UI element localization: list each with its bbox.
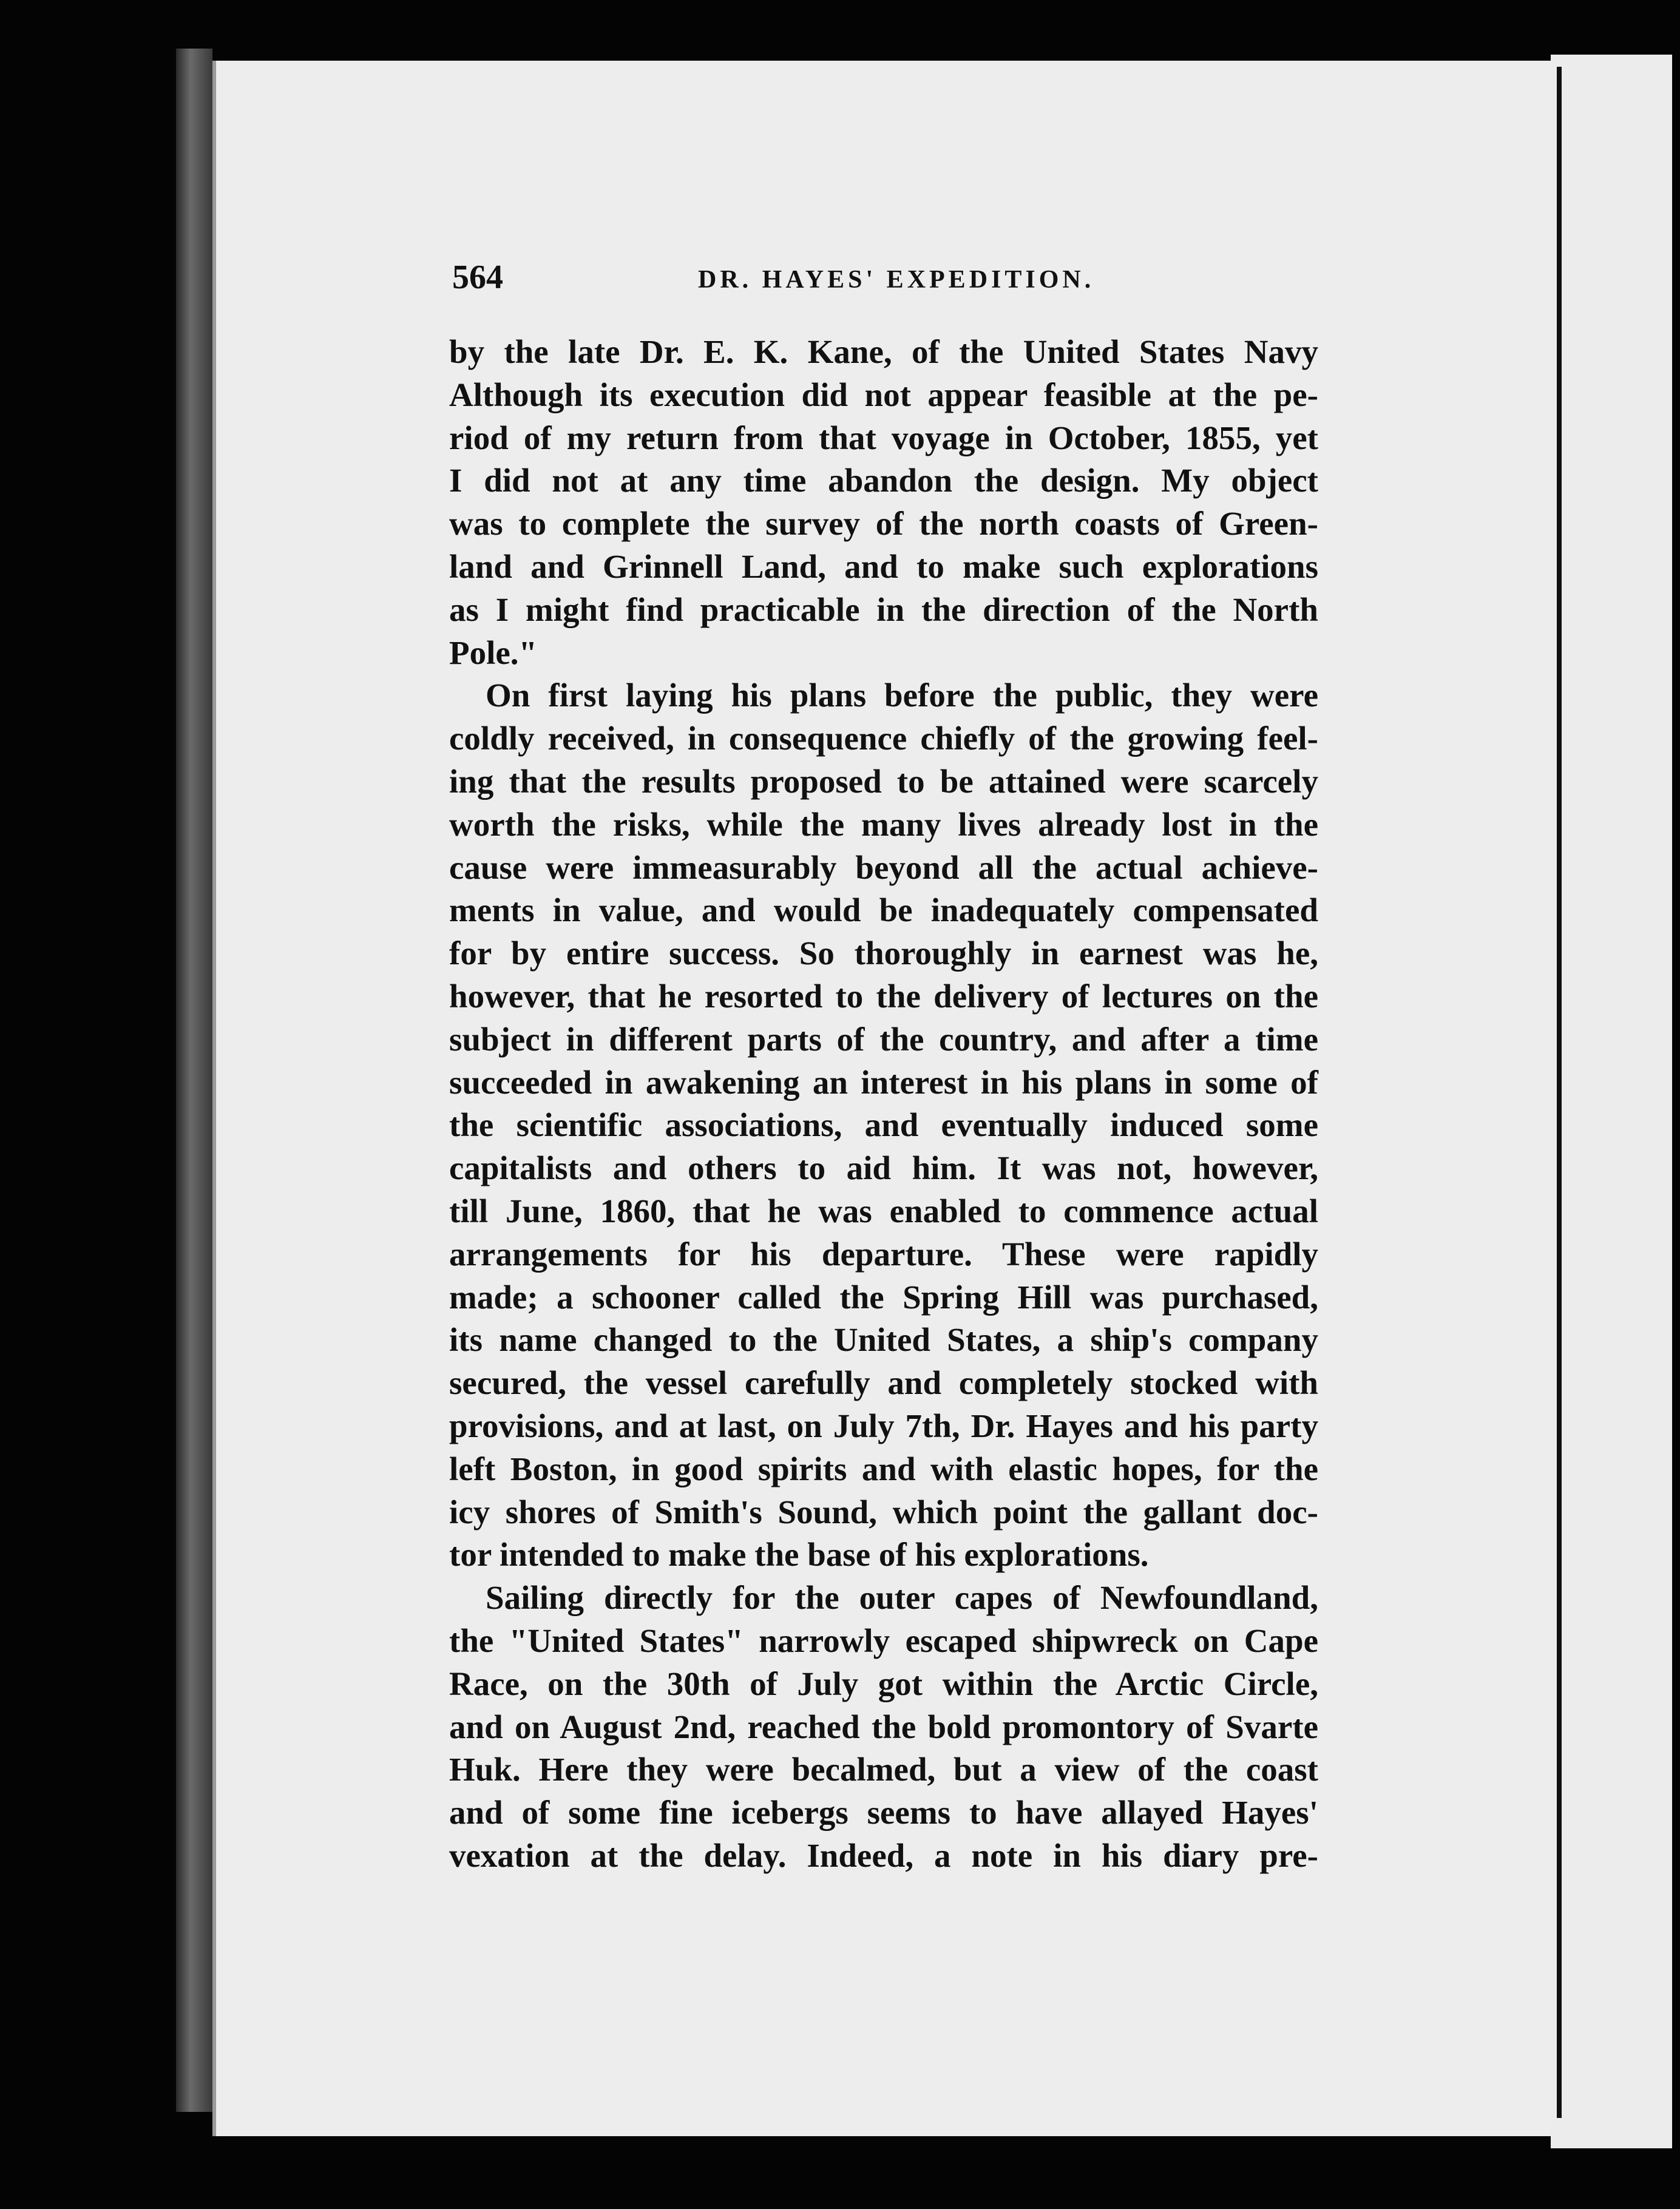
text-line: as I might find practicable in the direction of the North	[449, 590, 1318, 628]
page-number: 564	[452, 259, 503, 296]
text-line: for by entire success. So thoroughly in earnest was he,	[449, 935, 1318, 972]
text-line: by the late Dr. E. K. Kane, of the United States Navy	[449, 333, 1318, 370]
text-line: cause were immeasurably beyond all the actual achieve-	[449, 848, 1318, 886]
page-edge-line	[1557, 67, 1562, 2118]
text-line: land and Grinnell Land, and to make such explorations	[449, 547, 1318, 585]
text-line: made; a schooner called the Spring Hill was purchased,	[449, 1278, 1318, 1316]
text-line: left Boston, in good spirits and with elastic hopes, for the	[449, 1450, 1318, 1487]
text-line: Sailing directly for the outer capes of Newfoundland,	[486, 1579, 1318, 1617]
text-line: coldly received, in consequence chiefly of the growing feel-	[449, 720, 1318, 757]
text-line: worth the risks, while the many lives already lost in the	[449, 805, 1318, 843]
text-line: Although its execution did not appear feasible at the pe-	[449, 376, 1318, 413]
text-line: icy shores of Smith's Sound, which point the gallant doc-	[449, 1493, 1318, 1531]
running-head: DR. HAYES' EXPEDITION.	[698, 266, 1095, 294]
text-line: however, that he resorted to the delivery of lectures on the	[449, 977, 1318, 1015]
text-line: Huk. Here they were becalmed, but a view of the coast	[449, 1751, 1318, 1788]
text-line: subject in different parts of the country, and after a time	[449, 1020, 1318, 1058]
text-line: capitalists and others to aid him. It was not, however,	[449, 1149, 1318, 1187]
text-line: was to complete the survey of the north coasts of Green-	[449, 505, 1318, 543]
body-text	[449, 331, 1318, 1878]
text-line: ments in value, and would be inadequately compensated	[449, 891, 1318, 929]
text-line: riod of my return from that voyage in October, 1855, yet	[449, 419, 1318, 456]
text-line: till June, 1860, that he was enabled to commence actual	[449, 1192, 1318, 1230]
text-line: its name changed to the United States, a ship's company	[449, 1321, 1318, 1359]
text-line: tor intended to make the base of his explorations.	[449, 1536, 1149, 1574]
text-line: I did not at any time abandon the design. My object	[449, 462, 1318, 499]
text-line: On first laying his plans before the public, they were	[486, 677, 1318, 714]
text-line: vexation at the delay. Indeed, a note in his diary pre-	[449, 1836, 1318, 1874]
book-binding	[176, 49, 212, 2112]
text-line: arrangements for his departure. These were rapidly	[449, 1235, 1318, 1273]
text-line: and on August 2nd, reached the bold promontory of Svarte	[449, 1708, 1318, 1745]
facing-page-edge	[1551, 55, 1672, 2148]
text-line: and of some fine icebergs seems to have allayed Hayes'	[449, 1794, 1318, 1832]
text-line: succeeded in awakening an interest in his plans in some of	[449, 1063, 1318, 1101]
text-line: the "United States" narrowly escaped shipwreck on Cape	[449, 1622, 1318, 1659]
text-line: secured, the vessel carefully and completely stocked with	[449, 1364, 1318, 1402]
text-line: the scientific associations, and eventually induced some	[449, 1106, 1318, 1144]
text-line: ing that the results proposed to be attained were scarcely	[449, 762, 1318, 800]
text-line: provisions, and at last, on July 7th, Dr. Hayes and his party	[449, 1407, 1318, 1444]
text-line: Pole."	[449, 634, 538, 671]
text-line: Race, on the 30th of July got within the Arctic Circle,	[449, 1665, 1318, 1702]
page-header	[452, 258, 1320, 313]
